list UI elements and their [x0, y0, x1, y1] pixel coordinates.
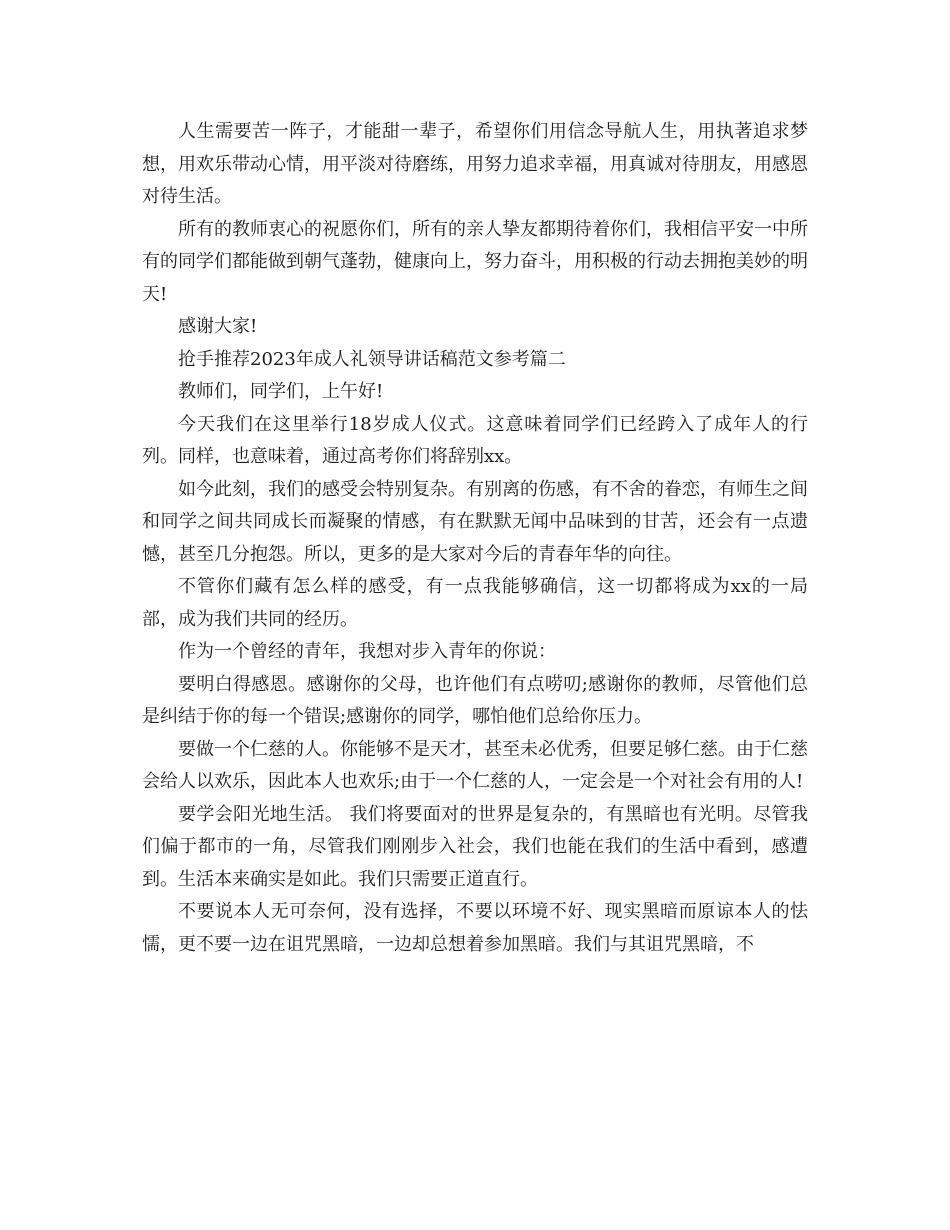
paragraph: 不要说本人无可奈何，没有选择，不要以环境不好、现实黑暗而原谅本人的怯懦，更不要一边在诅咒黑暗，一边却总想着参加黑暗。我们与其诅咒黑暗，不	[142, 901, 808, 955]
paragraph: 人生需要苦一阵子，才能甜一辈子，希望你们用信念导航人生，用执著追求梦想，用欢乐带动心情，用平淡对待磨练，用努力追求幸福，用真诚对待朋友，用感恩对待生活。	[142, 121, 808, 207]
paragraph: 要做一个仁慈的人。你能够不是天才，甚至未必优秀，但要足够仁慈。由于仁慈会给人以欢乐，因此本人也欢乐;由于一个仁慈的人，一定会是一个对社会有用的人!	[142, 738, 808, 792]
paragraph: 今天我们在这里举行18岁成人仪式。这意味着同学们已经跨入了成年人的行列。同样，也意味着，通过高考你们将辞别xx。	[142, 413, 808, 467]
paragraph: 如今此刻，我们的感受会特别复杂。有别离的伤感，有不舍的眷恋，有师生之间和同学之间共同成长而凝聚的情感，有在默默无闻中品味到的甘苦，还会有一点遗憾，甚至几分抱怨。所以，更多的是大家对今后的青春年华的向往。	[142, 478, 808, 565]
paragraph: 感谢大家!	[178, 316, 258, 337]
greeting: 教师们，同学们，上午好!	[178, 381, 384, 402]
paragraph: 要学会阳光地生活。 我们将要面对的世界是复杂的，有黑暗也有光明。尽管我们偏于都市的一角，尽管我们刚刚步入社会，我们也能在我们的生活中看到，感遭到。生活本来确实是如此。我们只需要正道直行。	[142, 803, 808, 890]
document-body	[142, 116, 808, 961]
paragraph: 不管你们藏有怎么样的感受，有一点我能够确信，这一切都将成为xx的一局部，成为我们共同的经历。	[142, 576, 808, 630]
paragraph: 所有的教师衷心的祝愿你们，所有的亲人挚友都期待着你们，我相信平安一中所有的同学们都能做到朝气蓬勃，健康向上，努力奋斗，用积极的行动去拥抱美妙的明天!	[142, 218, 808, 305]
paragraph: 要明白得感恩。感谢你的父母，也许他们有点唠叨;感谢你的教师，尽管他们总是纠结于你的每一个错误;感谢你的同学，哪怕他们总给你压力。	[142, 673, 808, 727]
section-heading: 抢手推荐2023年成人礼领导讲话稿范文参考篇二	[178, 348, 566, 370]
paragraph: 作为一个曾经的青年，我想对步入青年的你说：	[178, 641, 556, 662]
